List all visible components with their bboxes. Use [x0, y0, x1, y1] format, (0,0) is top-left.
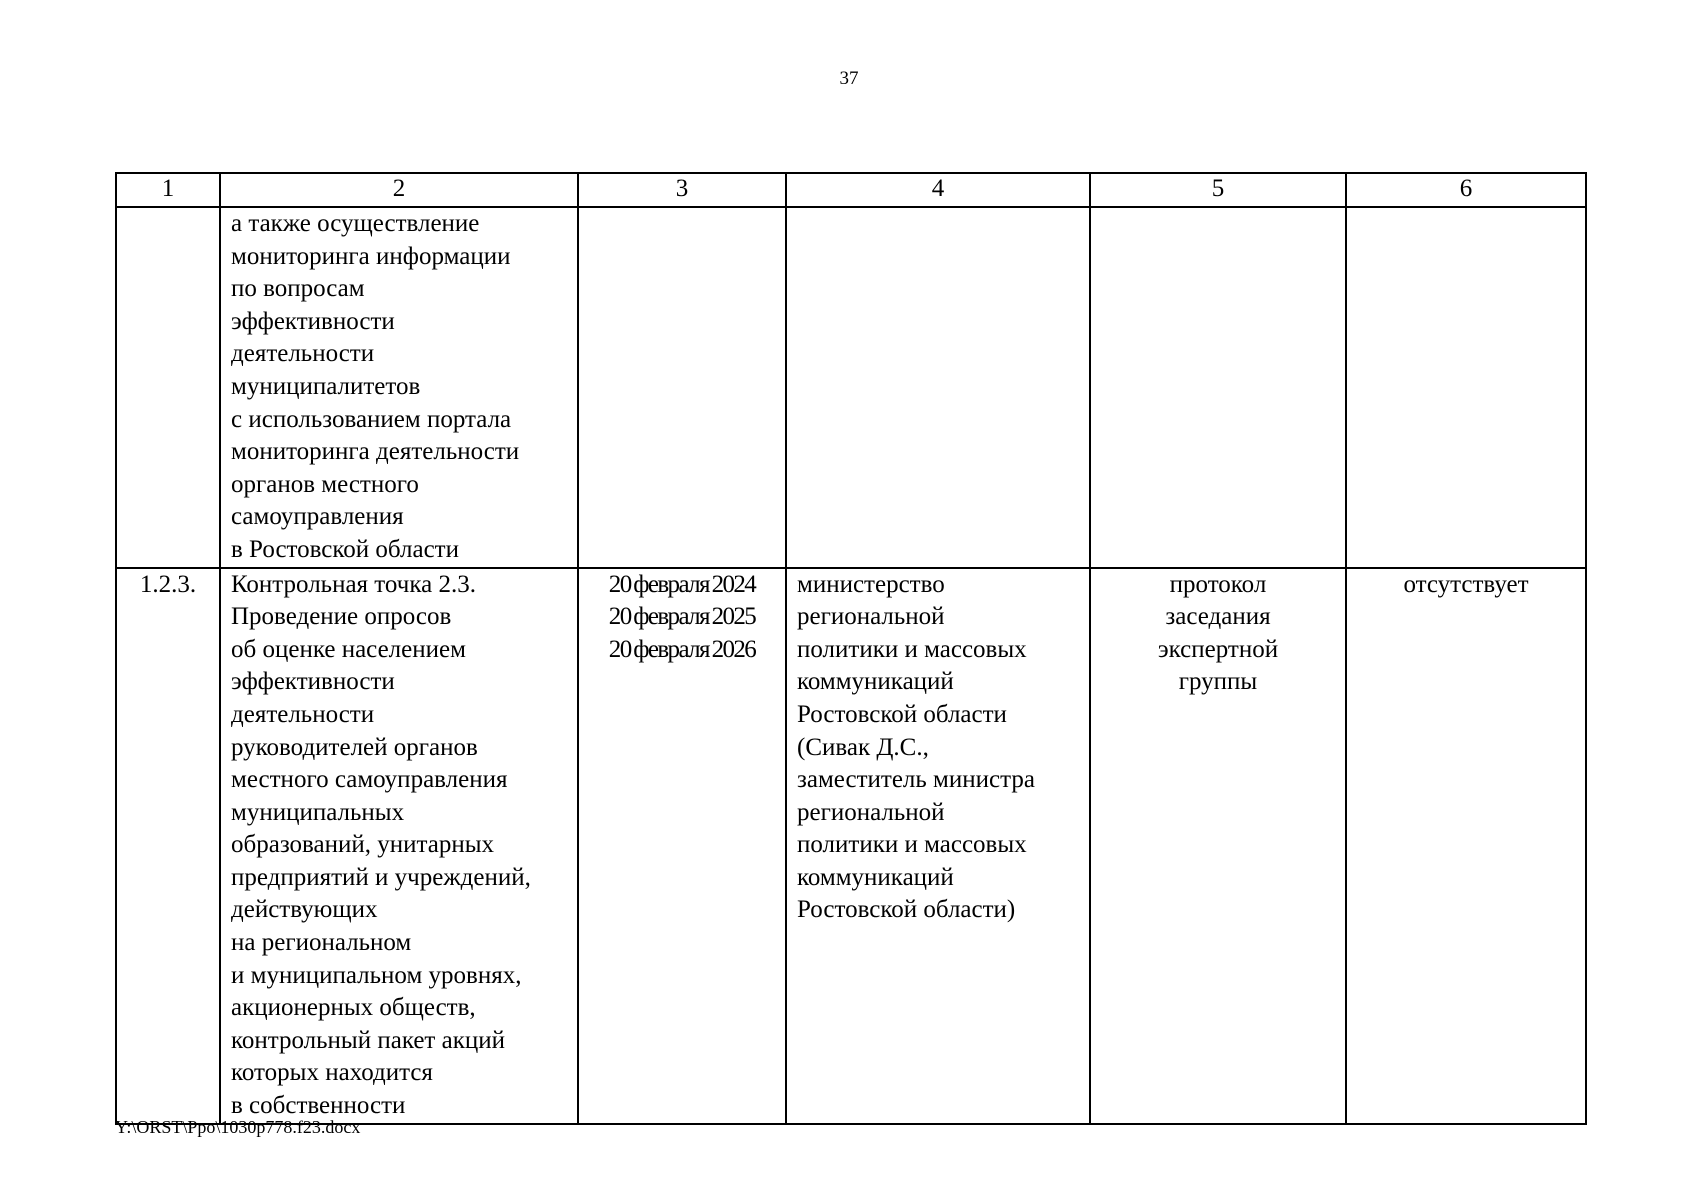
column-header: 2 [220, 173, 578, 207]
activity-cell [220, 207, 578, 568]
text-line: коммуникаций [797, 668, 954, 696]
activity-cell [220, 568, 578, 1124]
text-line: региональной [797, 798, 945, 826]
text-line: деятельности [231, 700, 375, 728]
deadline-date: 20 февраля 2024 [608, 570, 756, 598]
text-line: контрольный пакет акций [231, 1026, 505, 1054]
deadline-cell [578, 568, 786, 1124]
text-line: об оценке населением [231, 635, 466, 663]
text-line: эффективности [231, 307, 395, 335]
deadline-date: 20 февраля 2026 [608, 635, 756, 663]
text-line: группы [1178, 668, 1258, 696]
column-header: 4 [786, 173, 1090, 207]
text-line: руководителей органов [231, 733, 478, 761]
file-path-footer: Y:\ORST\Ppo\1030p778.f23.docx [115, 1117, 361, 1137]
column-header: 6 [1346, 173, 1586, 207]
text-line: местного самоуправления [231, 766, 508, 794]
text-line: предприятий и учреждений, [231, 863, 531, 891]
notes-cell [1346, 207, 1586, 568]
column-header: 5 [1090, 173, 1346, 207]
text-line: заседания [1165, 603, 1271, 631]
table-row [116, 568, 1586, 1124]
text-line: с использованием портала [231, 405, 512, 433]
text-line: которых находится [231, 1059, 433, 1087]
responsible-cell [786, 207, 1090, 568]
text-line: органов местного [231, 470, 419, 498]
column-header: 1 [116, 173, 220, 207]
text-line: отсутствует [1403, 570, 1529, 598]
text-line: по вопросам [231, 275, 365, 303]
text-line: муниципальных [231, 798, 405, 826]
plan-table [115, 172, 1587, 1125]
text-line: политики и массовых [797, 831, 1027, 859]
result-cell [1090, 568, 1346, 1124]
text-line: мониторинга информации [231, 242, 511, 270]
text-line: Контрольная точка 2.3. [231, 570, 476, 598]
text-line: действующих [231, 896, 378, 924]
result-cell [1090, 207, 1346, 568]
text-line: эффективности [231, 668, 395, 696]
text-line: региональной [797, 603, 945, 631]
table-header-row [116, 173, 1586, 207]
text-line: а также осуществление [231, 210, 480, 237]
deadline-cell [578, 207, 786, 568]
page-number: 37 [839, 68, 859, 89]
text-line: заместитель министра [797, 766, 1035, 794]
text-line: протокол [1169, 570, 1267, 598]
text-line: министерство [797, 570, 945, 598]
row-number-cell [116, 207, 220, 568]
text-line: в собственности [231, 1092, 406, 1120]
text-line: образований, унитарных [231, 831, 495, 859]
row-number-cell: 1.2.3. [116, 568, 220, 1124]
text-line: политики и массовых [797, 635, 1027, 663]
responsible-cell [786, 568, 1090, 1124]
text-line: экспертной [1157, 635, 1279, 663]
text-line: на региональном [231, 929, 412, 957]
text-line: в Ростовской области [231, 535, 459, 563]
deadline-date: 20 февраля 2025 [608, 603, 756, 631]
text-line: коммуникаций [797, 863, 954, 891]
text-line: (Сивак Д.С., [797, 733, 929, 761]
text-line: Ростовской области) [797, 896, 1016, 924]
notes-cell [1346, 568, 1586, 1124]
text-line: муниципалитетов [231, 372, 421, 400]
text-line: Проведение опросов [231, 603, 452, 631]
text-line: мониторинга деятельности [231, 438, 520, 466]
text-line: Ростовской области [797, 700, 1007, 728]
column-header: 3 [578, 173, 786, 207]
text-line: и муниципальном уровнях, [231, 961, 522, 989]
text-line: акционерных обществ, [231, 994, 476, 1022]
table-row [116, 207, 1586, 568]
text-line: деятельности [231, 340, 375, 368]
text-line: самоуправления [231, 503, 404, 531]
